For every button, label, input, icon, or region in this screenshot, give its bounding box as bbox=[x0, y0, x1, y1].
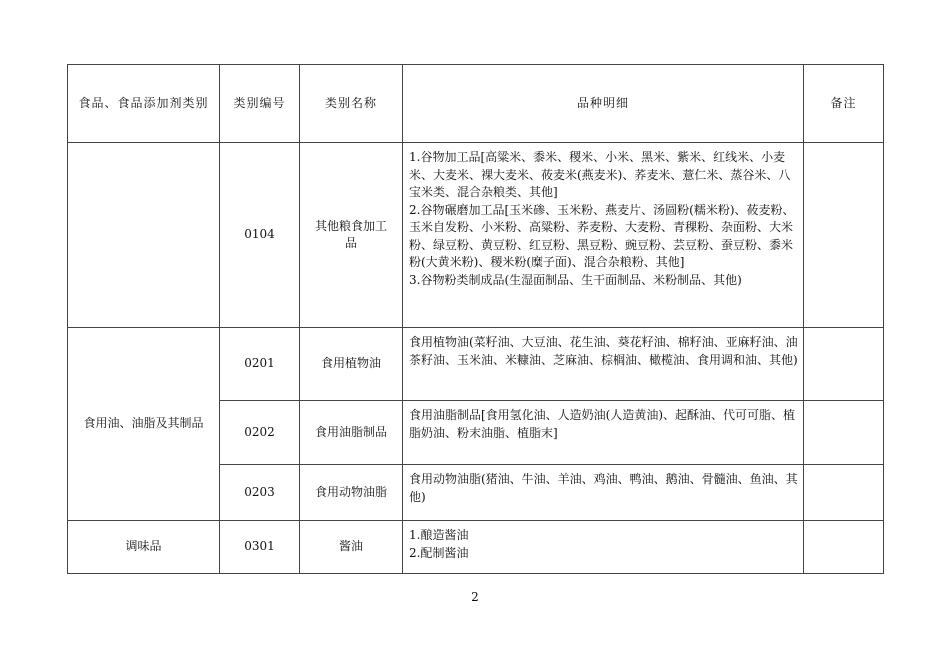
remark-cell bbox=[804, 521, 884, 574]
detail-cell bbox=[403, 401, 804, 465]
food-category-table bbox=[67, 64, 884, 574]
remark-cell bbox=[804, 465, 884, 521]
header-code: 类别编号 bbox=[220, 65, 300, 143]
remark-cell bbox=[804, 143, 884, 328]
detail-cell bbox=[403, 328, 804, 401]
detail-line: 食用油脂制品[食用氢化油、人造奶油(人造黄油)、起酥油、代可可脂、植脂奶油、粉末油脂、植脂末] bbox=[409, 408, 796, 440]
detail-line: 食用动物油脂(猪油、牛油、羊油、鸡油、鸭油、鹅油、骨髓油、鱼油、其他) bbox=[409, 472, 798, 504]
name-cell: 酱油 bbox=[300, 521, 403, 574]
code-cell: 0301 bbox=[220, 521, 300, 574]
detail-cell bbox=[403, 521, 804, 574]
name-text: 其他粮食加工品 bbox=[314, 218, 387, 250]
name-cell: 食用动物油脂 bbox=[300, 465, 403, 521]
page-number: 2 bbox=[471, 590, 479, 604]
detail-line: 3.谷物粉类制成品(生湿面制品、生干面制品、米粉制品、其他) bbox=[409, 272, 742, 287]
header-name: 类别名称 bbox=[300, 65, 403, 143]
code-cell: 0203 bbox=[220, 465, 300, 521]
detail-line: 1.谷物加工品[高粱米、黍米、稷米、小米、黑米、紫米、红线米、小麦米、大麦米、裸大麦米、莜麦米(燕麦米)、荞麦米、薏仁米、蒸谷米、八宝米类、混合杂粮类、其他] bbox=[409, 150, 791, 199]
detail-cell bbox=[403, 143, 804, 328]
category-cell: 调味品 bbox=[68, 521, 220, 574]
header-detail: 品种明细 bbox=[403, 65, 804, 143]
detail-line: 1.酿造酱油 bbox=[409, 528, 469, 542]
code-cell: 0202 bbox=[220, 401, 300, 465]
name-cell bbox=[300, 143, 403, 328]
header-category: 食品、食品添加剂类别 bbox=[68, 65, 220, 143]
table-row bbox=[68, 328, 884, 401]
code-cell: 0104 bbox=[220, 143, 300, 328]
category-cell bbox=[68, 143, 220, 328]
category-cell: 食用油、油脂及其制品 bbox=[68, 328, 220, 521]
detail-line: 2.谷物碾磨加工品[玉米碜、玉米粉、燕麦片、汤圆粉(糯米粉)、莜麦粉、玉米自发粉、小米粉、高粱粉、荞麦粉、大麦粉、青稞粉、杂面粉、大米粉、绿豆粉、黄豆粉、红豆粉、黑豆粉、豌豆粉、芸豆粉、蚕豆粉、黍米粉(大黄米粉)、稷米粉(糜子面)、混合杂粮粉、其他] bbox=[409, 202, 795, 269]
name-cell: 食用油脂制品 bbox=[300, 401, 403, 465]
detail-line: 2.配制酱油 bbox=[409, 545, 469, 560]
remark-cell bbox=[804, 328, 884, 401]
header-remark: 备注 bbox=[804, 65, 884, 143]
table-header-row bbox=[68, 65, 884, 143]
name-cell: 食用植物油 bbox=[300, 328, 403, 401]
code-cell: 0201 bbox=[220, 328, 300, 401]
table-row bbox=[68, 521, 884, 574]
detail-line: 食用植物油(菜籽油、大豆油、花生油、葵花籽油、棉籽油、亚麻籽油、油茶籽油、玉米油、米糠油、芝麻油、棕榈油、橄榄油、食用调和油、其他) bbox=[409, 335, 798, 367]
detail-cell bbox=[403, 465, 804, 521]
remark-cell bbox=[804, 401, 884, 465]
table-row bbox=[68, 143, 884, 328]
